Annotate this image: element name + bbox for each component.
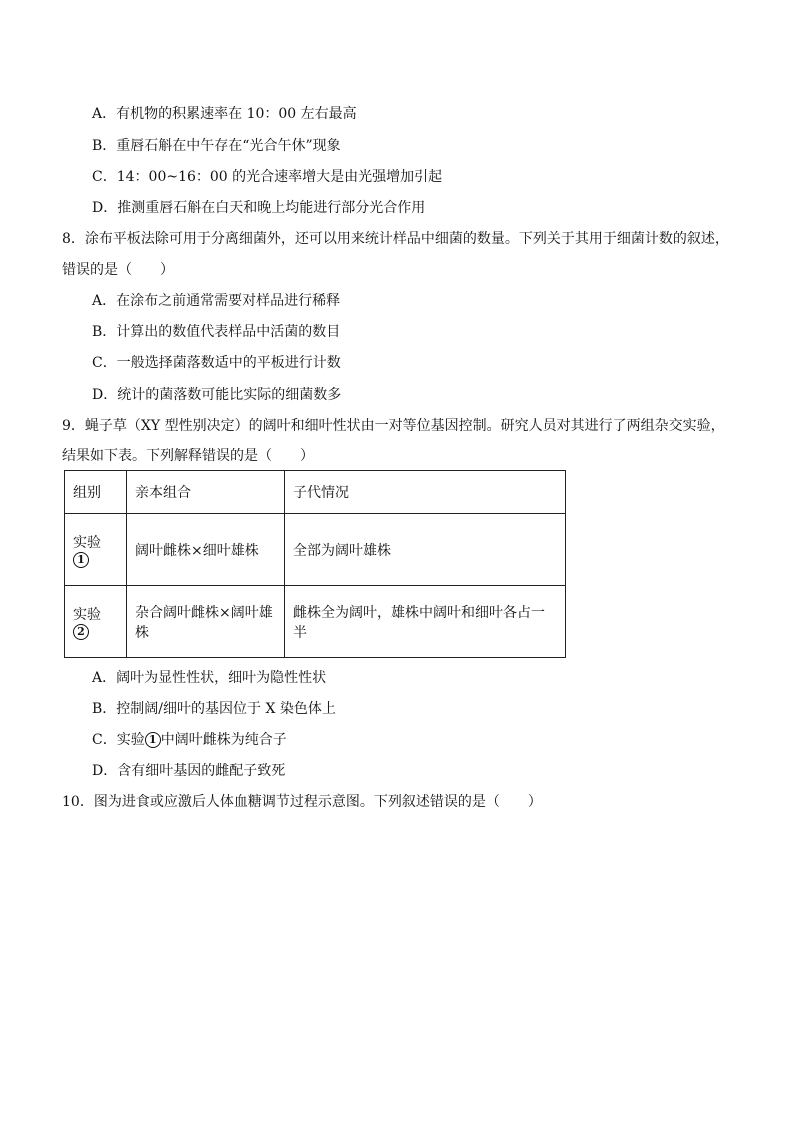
header-offspring: 子代情况 xyxy=(285,471,566,514)
q9-stem-line2: 结果如下表。下列解释错误的是（ ） xyxy=(62,448,314,464)
q8-stem-line2: 错误的是（ ） xyxy=(62,262,174,278)
circled-number: 2 xyxy=(73,624,89,640)
table-row xyxy=(65,586,566,658)
q9-option-d: D．含有细叶基因的雌配子致死 xyxy=(92,763,286,779)
q8-option-d: D．统计的菌落数可能比实际的细菌数多 xyxy=(92,387,342,403)
header-parents: 亲本组合 xyxy=(127,471,285,514)
q8-option-c: C．一般选择菌落数适中的平板进行计数 xyxy=(92,355,341,371)
row2-group: 实验 2 xyxy=(65,586,127,658)
row2-parents: 杂合阔叶雌株×阔叶雄株 xyxy=(127,586,285,658)
q8-option-a: A．在涂布之前通常需要对样品进行稀释 xyxy=(92,293,341,309)
experiment-table xyxy=(64,470,566,658)
q9-option-a: A．阔叶为显性性状，细叶为隐性性状 xyxy=(92,670,327,686)
q9-option-c: C．实验 1 中阔叶雌株为纯合子 xyxy=(92,732,287,748)
q9-stem-line1: 9．蝇子草（XY 型性别决定）的阔叶和细叶性状由一对等位基因控制。研究人员对其进行了两组杂交实验， xyxy=(62,418,725,434)
circled-number: 1 xyxy=(145,732,161,748)
header-group: 组别 xyxy=(65,471,127,514)
row1-offspring: 全部为阔叶雄株 xyxy=(285,514,566,586)
q7-option-b: B．重唇石斛在中午存在“光合午休”现象 xyxy=(92,138,341,154)
row1-parents: 阔叶雌株×细叶雄株 xyxy=(127,514,285,586)
q7-option-d: D．推测重唇石斛在白天和晚上均能进行部分光合作用 xyxy=(92,200,426,216)
row2-offspring: 雌株全为阔叶，雄株中阔叶和细叶各占一半 xyxy=(285,586,566,658)
q9-option-b: B．控制阔/细叶的基因位于 X 染色体上 xyxy=(92,701,336,717)
q8-option-b: B．计算出的数值代表样品中活菌的数目 xyxy=(92,324,341,340)
circled-number: 1 xyxy=(73,552,89,568)
table-header-row xyxy=(65,471,566,514)
row1-group: 实验 1 xyxy=(65,514,127,586)
q8-stem-line1: 8．涂布平板法除可用于分离细菌外，还可以用来统计样品中细菌的数量。下列关于其用于细菌计数的叙述， xyxy=(62,231,729,247)
q7-option-c: C．14：00~16：00 的光合速率增大是由光强增加引起 xyxy=(92,169,443,185)
q10-stem: 10．图为进食或应激后人体血糖调节过程示意图。下列叙述错误的是（ ） xyxy=(62,794,542,810)
table-row xyxy=(65,514,566,586)
q7-option-a: A．有机物的积累速率在 10：00 左右最高 xyxy=(92,106,357,122)
